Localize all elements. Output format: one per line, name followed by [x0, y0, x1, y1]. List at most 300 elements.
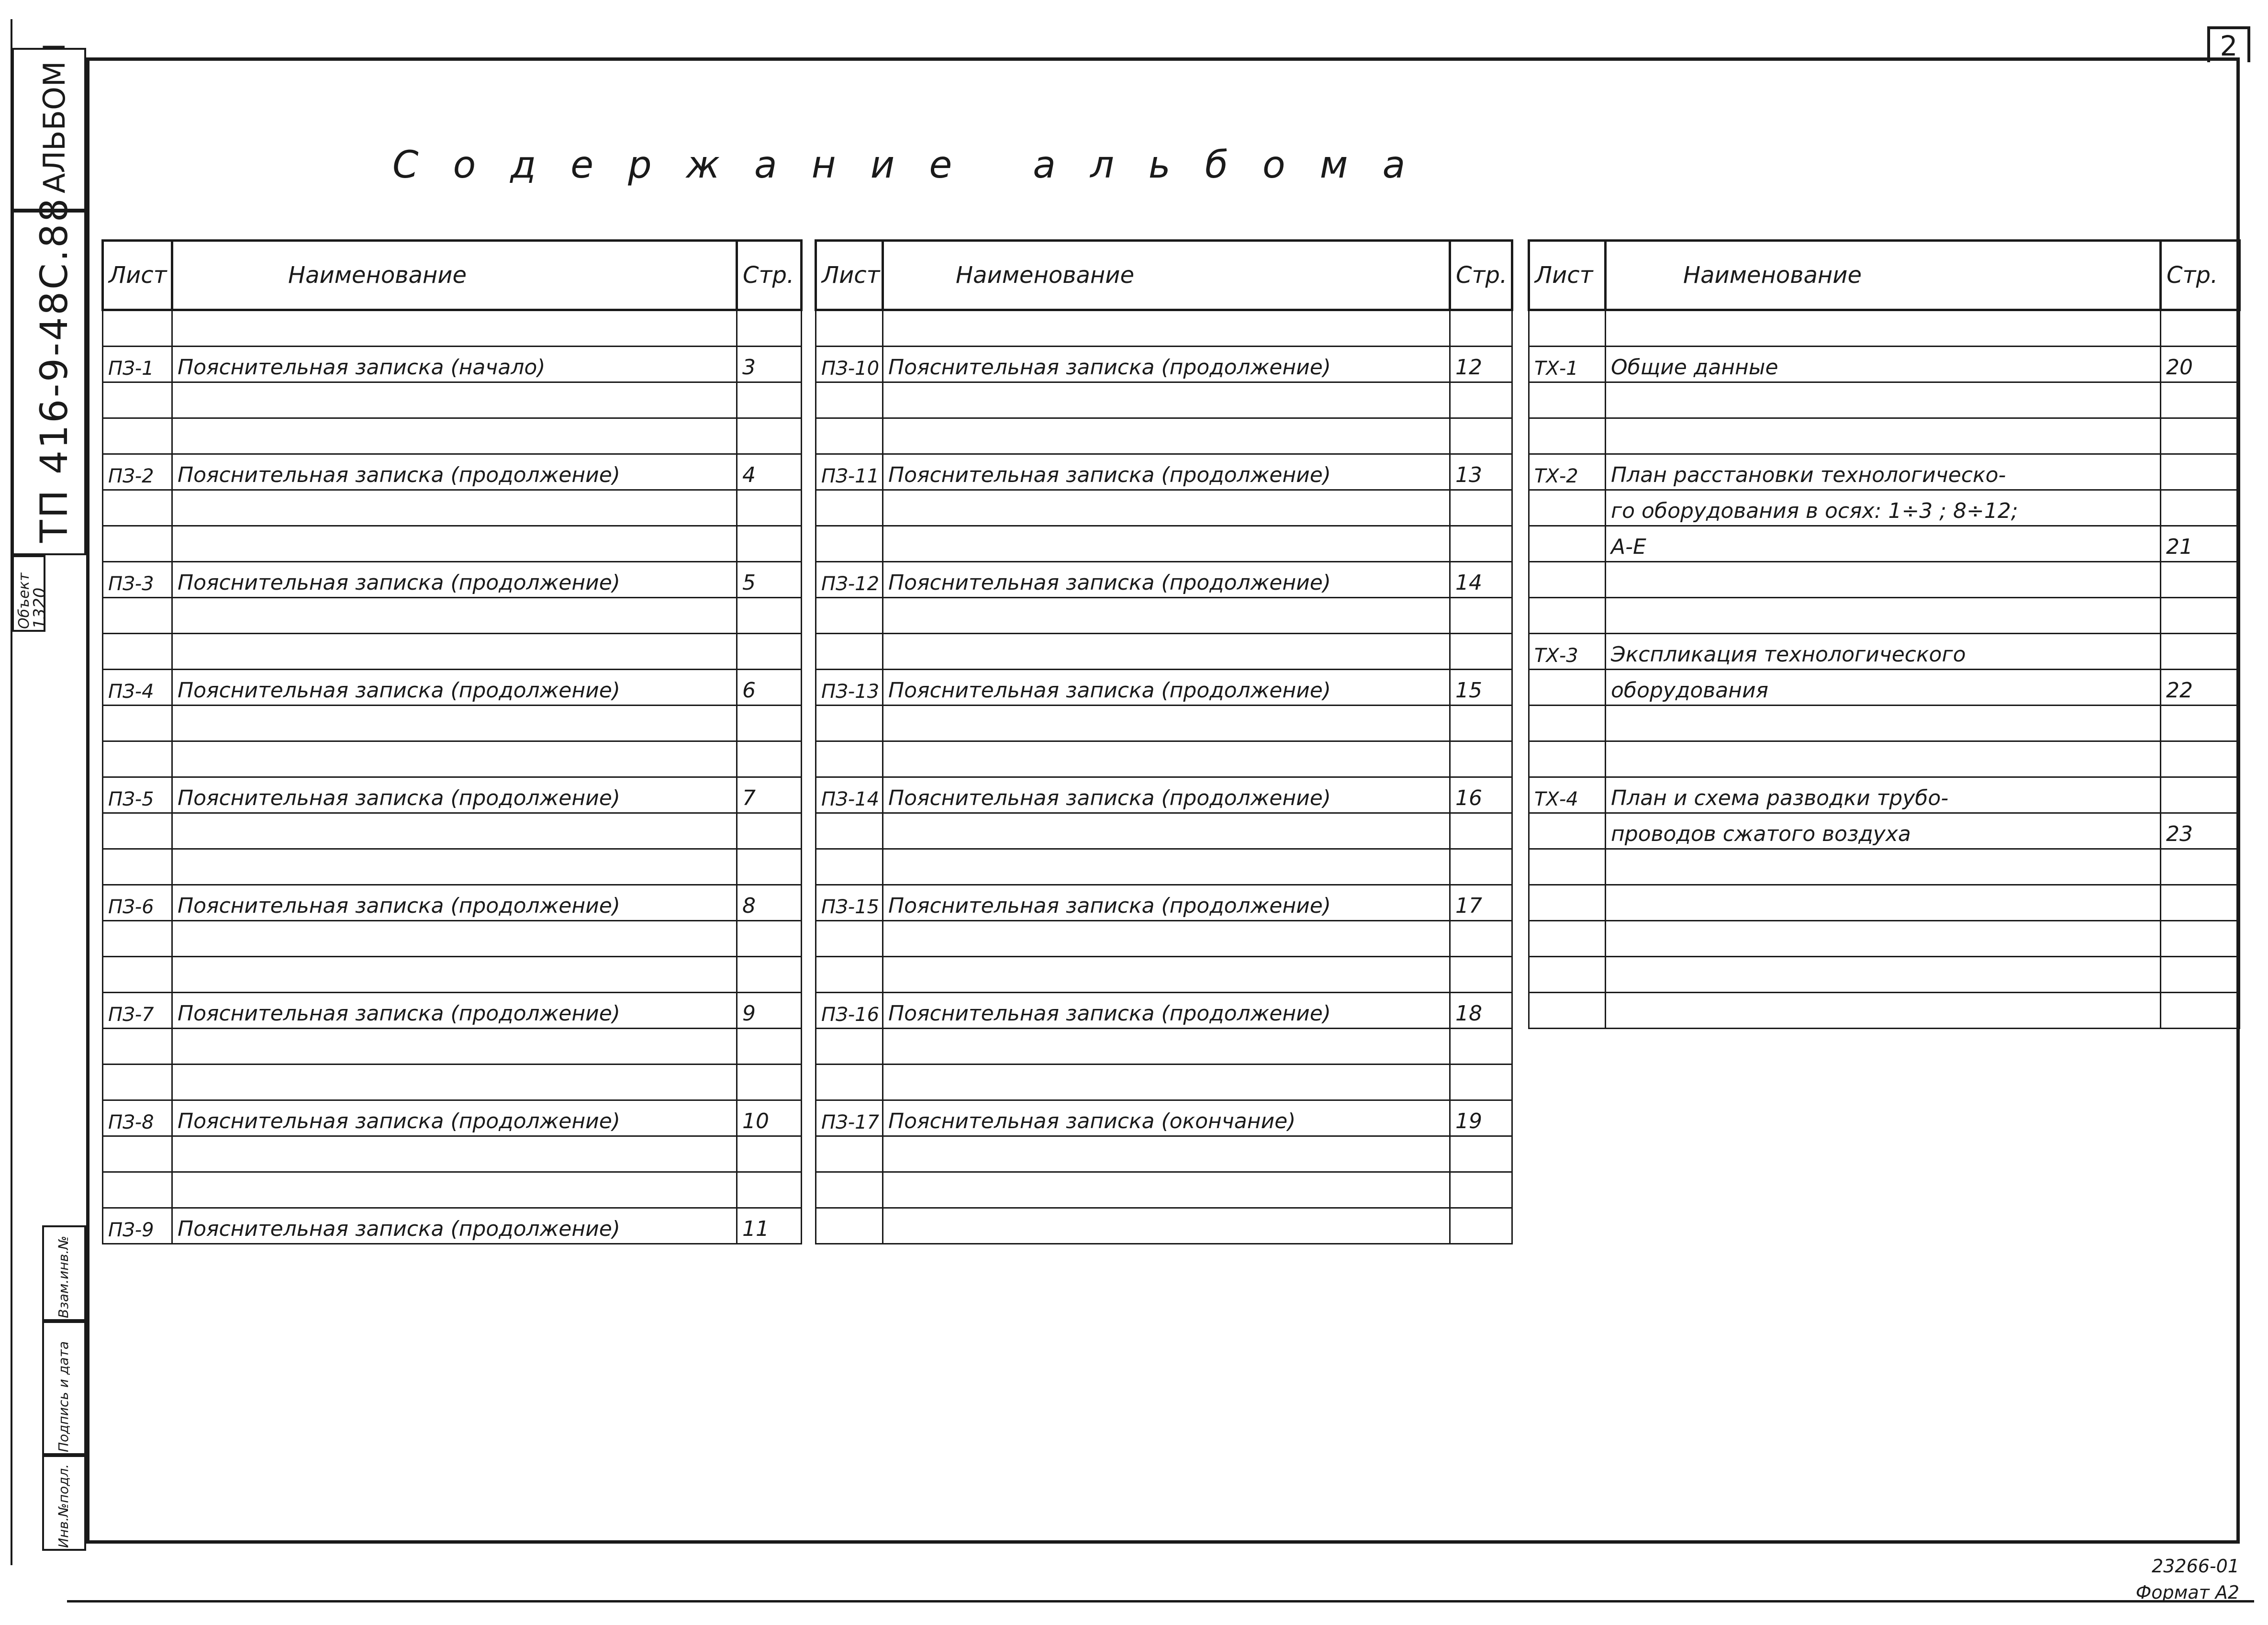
table-row: [103, 993, 802, 1029]
cell-sheet: [816, 1208, 883, 1244]
table-row: [816, 777, 1512, 813]
cell-page: [1450, 634, 1512, 670]
paper-format: Формат А2: [2135, 1582, 2239, 1603]
cell-page: 3: [737, 347, 802, 382]
table-row: [816, 1100, 1512, 1136]
cell-name: [172, 1172, 737, 1208]
cell-name: [172, 490, 737, 526]
cell-sheet: [816, 634, 883, 670]
cell-sheet: [816, 849, 883, 885]
cell-page: [2161, 382, 2240, 418]
cell-page: [737, 813, 802, 849]
header-page: Стр.: [2161, 241, 2240, 310]
cell-name: [1606, 741, 2161, 777]
cell-page: [737, 490, 802, 526]
cell-name: [883, 813, 1450, 849]
cell-page: 6: [737, 670, 802, 706]
cell-name: Пояснительная записка (продолжение): [883, 454, 1450, 490]
table-row: [816, 490, 1512, 526]
cell-sheet: [816, 706, 883, 741]
table-row: [1529, 849, 2240, 885]
cell-sheet: ПЗ-16: [816, 993, 883, 1029]
cell-name: [172, 849, 737, 885]
cell-name: [172, 921, 737, 957]
stamp-field-3: [42, 1225, 86, 1321]
cell-page: [1450, 1029, 1512, 1065]
cell-name: [172, 957, 737, 993]
cell-page: 10: [737, 1100, 802, 1136]
album-label: АЛЬБОМ I: [37, 43, 72, 193]
table-row: [103, 777, 802, 813]
object-box: [12, 555, 49, 632]
header-sheet: Лист: [816, 241, 883, 310]
cell-name: [172, 598, 737, 634]
cell-name: План расстановки технологическо-: [1606, 454, 2161, 490]
table-row: [103, 741, 802, 777]
cell-sheet: [1529, 382, 1606, 418]
table-header-row: [1529, 241, 2240, 310]
table-row: [816, 382, 1512, 418]
cell-page: [1450, 598, 1512, 634]
cell-page: 22: [2161, 670, 2240, 706]
cell-page: 17: [1450, 885, 1512, 921]
cell-sheet: [1529, 310, 1606, 347]
cell-sheet: [816, 1172, 883, 1208]
cell-sheet: [1529, 670, 1606, 706]
table-row: [103, 921, 802, 957]
cell-sheet: ПЗ-11: [816, 454, 883, 490]
table-row: [103, 670, 802, 706]
cell-page: [737, 526, 802, 562]
cell-page: [2161, 993, 2240, 1029]
cell-page: [1450, 418, 1512, 454]
cell-name: [172, 634, 737, 670]
stamp-field-2: [42, 1321, 86, 1455]
cell-name: [172, 1029, 737, 1065]
cell-name: Пояснительная записка (продолжение): [172, 562, 737, 598]
cell-name: [883, 490, 1450, 526]
table-row: [1529, 454, 2240, 490]
table-row: [816, 1172, 1512, 1208]
cell-page: [737, 310, 802, 347]
cell-page: [2161, 921, 2240, 957]
cell-page: [2161, 741, 2240, 777]
cell-page: [1450, 1065, 1512, 1100]
table-row: [816, 849, 1512, 885]
cell-page: 16: [1450, 777, 1512, 813]
cell-page: [2161, 849, 2240, 885]
table-row: [816, 562, 1512, 598]
cell-sheet: [1529, 741, 1606, 777]
cell-name: [1606, 562, 2161, 598]
cell-sheet: [1529, 598, 1606, 634]
cell-sheet: [103, 526, 172, 562]
table-row: [1529, 813, 2240, 849]
cell-sheet: ПЗ-17: [816, 1100, 883, 1136]
cell-name: [1606, 921, 2161, 957]
cell-name: оборудования: [1606, 670, 2161, 706]
cell-sheet: [1529, 526, 1606, 562]
cell-page: 13: [1450, 454, 1512, 490]
table-row: [1529, 418, 2240, 454]
cell-sheet: ПЗ-10: [816, 347, 883, 382]
cell-sheet: [103, 1172, 172, 1208]
cell-name: Пояснительная записка (окончание): [883, 1100, 1450, 1136]
cell-page: [737, 634, 802, 670]
cell-name: проводов сжатого воздуха: [1606, 813, 2161, 849]
header-page: Стр.: [737, 241, 802, 310]
table-row: [816, 921, 1512, 957]
cell-page: [1450, 526, 1512, 562]
sheet-number: 2: [2207, 26, 2250, 62]
table-row: [103, 598, 802, 634]
table-row: [1529, 777, 2240, 813]
cell-name: [883, 598, 1450, 634]
cell-page: [737, 1029, 802, 1065]
cell-name: [883, 921, 1450, 957]
cell-name: [883, 957, 1450, 993]
cell-name: Пояснительная записка (продолжение): [172, 454, 737, 490]
cell-name: Пояснительная записка (продолжение): [883, 885, 1450, 921]
cell-page: [2161, 418, 2240, 454]
cell-page: [2161, 310, 2240, 347]
cell-page: [737, 1065, 802, 1100]
table-row: [1529, 741, 2240, 777]
cell-sheet: ТХ-2: [1529, 454, 1606, 490]
cell-name: [1606, 598, 2161, 634]
cell-sheet: ПЗ-3: [103, 562, 172, 598]
document-code: 23266-01: [2152, 1556, 2239, 1577]
cell-sheet: ПЗ-2: [103, 454, 172, 490]
table-row: [103, 310, 802, 347]
table-row: [816, 706, 1512, 741]
cell-page: 14: [1450, 562, 1512, 598]
cell-name: [883, 849, 1450, 885]
table-row: [103, 1136, 802, 1172]
cell-page: [1450, 813, 1512, 849]
cell-page: [2161, 490, 2240, 526]
cell-name: [883, 526, 1450, 562]
stamp-field-label: Инв.№подл.: [56, 1464, 71, 1548]
cell-sheet: [1529, 957, 1606, 993]
cell-page: [1450, 1208, 1512, 1244]
cell-page: [737, 741, 802, 777]
table-row: [1529, 921, 2240, 957]
cell-sheet: [816, 598, 883, 634]
cell-sheet: [103, 813, 172, 849]
toc-table-3: [1528, 239, 2241, 1029]
table-row: [1529, 993, 2240, 1029]
cell-sheet: ТХ-4: [1529, 777, 1606, 813]
table-row: [103, 490, 802, 526]
cell-page: 23: [2161, 813, 2240, 849]
table-row: [1529, 598, 2240, 634]
table-row: [1529, 490, 2240, 526]
cell-sheet: [816, 1029, 883, 1065]
cell-sheet: ПЗ-9: [103, 1208, 172, 1244]
cell-name: [172, 310, 737, 347]
page-title: Содержание альбома: [392, 144, 1440, 187]
cell-name: Пояснительная записка (продолжение): [883, 347, 1450, 382]
cell-name: [883, 741, 1450, 777]
cell-sheet: [816, 813, 883, 849]
cell-page: [1450, 921, 1512, 957]
table-row: [1529, 526, 2240, 562]
cell-name: [1606, 957, 2161, 993]
cell-sheet: [816, 957, 883, 993]
object-number: 1320: [30, 587, 49, 629]
cell-sheet: [103, 310, 172, 347]
cell-page: [1450, 310, 1512, 347]
table-row: [103, 1208, 802, 1244]
cell-name: [1606, 382, 2161, 418]
cell-name: [172, 741, 737, 777]
cell-name: Пояснительная записка (начало): [172, 347, 737, 382]
cell-name: План и схема разводки трубо-: [1606, 777, 2161, 813]
cell-name: [883, 1065, 1450, 1100]
cell-sheet: [103, 849, 172, 885]
cell-sheet: [816, 382, 883, 418]
cell-sheet: ПЗ-5: [103, 777, 172, 813]
cell-page: 11: [737, 1208, 802, 1244]
cell-sheet: [103, 490, 172, 526]
object-label: Объект: [16, 572, 33, 629]
cell-name: А-Е: [1606, 526, 2161, 562]
cell-sheet: [816, 1065, 883, 1100]
cell-page: [737, 1172, 802, 1208]
cell-sheet: [103, 634, 172, 670]
table-row: [816, 957, 1512, 993]
cell-name: [1606, 849, 2161, 885]
cell-page: [1450, 1172, 1512, 1208]
cell-page: 12: [1450, 347, 1512, 382]
cell-sheet: ПЗ-12: [816, 562, 883, 598]
project-code-box: [12, 196, 86, 555]
stamp-field-1: [42, 1455, 86, 1551]
cell-name: [883, 1172, 1450, 1208]
header-name: Наименование: [172, 241, 737, 310]
cell-sheet: ТХ-1: [1529, 347, 1606, 382]
cell-page: [1450, 849, 1512, 885]
table-row: [103, 454, 802, 490]
table-row: [816, 310, 1512, 347]
table-row: [816, 1208, 1512, 1244]
table-row: [103, 849, 802, 885]
table-row: [103, 1029, 802, 1065]
table-row: [103, 418, 802, 454]
cell-page: [2161, 706, 2240, 741]
cell-name: [172, 526, 737, 562]
table-row: [103, 706, 802, 741]
table-row: [816, 526, 1512, 562]
cell-name: [883, 1208, 1450, 1244]
cell-sheet: [816, 741, 883, 777]
cell-sheet: [1529, 418, 1606, 454]
album-box: [12, 43, 86, 211]
cell-page: [2161, 885, 2240, 921]
cell-sheet: [1529, 562, 1606, 598]
table-row: [103, 1065, 802, 1100]
cell-sheet: ПЗ-4: [103, 670, 172, 706]
cell-name: [1606, 706, 2161, 741]
table-row: [1529, 310, 2240, 347]
stamp-field-label: Подпись и дата: [56, 1341, 71, 1452]
cell-page: [1450, 382, 1512, 418]
table-row: [816, 347, 1512, 382]
toc-table-2: [815, 239, 1513, 1244]
header-name: Наименование: [1606, 241, 2161, 310]
stamp-field-label: Взам.инв.№: [56, 1235, 71, 1318]
cell-page: [2161, 957, 2240, 993]
cell-sheet: [1529, 993, 1606, 1029]
cell-page: [737, 418, 802, 454]
cell-page: [1450, 490, 1512, 526]
cell-sheet: [103, 1136, 172, 1172]
table-row: [103, 885, 802, 921]
table-row: [103, 526, 802, 562]
cell-name: Пояснительная записка (продолжение): [172, 777, 737, 813]
cell-sheet: [1529, 885, 1606, 921]
cell-name: го оборудования в осях: 1÷3 ; 8÷12;: [1606, 490, 2161, 526]
table-row: [816, 1065, 1512, 1100]
cell-name: Пояснительная записка (продолжение): [883, 670, 1450, 706]
cell-sheet: [103, 741, 172, 777]
cell-page: [1450, 741, 1512, 777]
cell-page: [1450, 706, 1512, 741]
cell-page: 15: [1450, 670, 1512, 706]
cell-sheet: [816, 310, 883, 347]
table-row: [103, 813, 802, 849]
header-sheet: Лист: [103, 241, 172, 310]
table-row: [816, 670, 1512, 706]
table-row: [1529, 670, 2240, 706]
cell-name: Пояснительная записка (продолжение): [883, 993, 1450, 1029]
table-row: [816, 418, 1512, 454]
cell-name: [883, 1029, 1450, 1065]
table-row: [816, 1029, 1512, 1065]
cell-sheet: [103, 921, 172, 957]
cell-sheet: ПЗ-15: [816, 885, 883, 921]
cell-name: [172, 813, 737, 849]
cell-sheet: [103, 382, 172, 418]
cell-sheet: [103, 957, 172, 993]
cell-page: [2161, 562, 2240, 598]
cell-page: [1450, 957, 1512, 993]
table-row: [816, 1136, 1512, 1172]
cell-page: 4: [737, 454, 802, 490]
cell-name: [883, 706, 1450, 741]
cell-name: [883, 310, 1450, 347]
table-row: [1529, 957, 2240, 993]
cell-name: Пояснительная записка (продолжение): [883, 562, 1450, 598]
table-row: [816, 454, 1512, 490]
table-row: [816, 634, 1512, 670]
table-row: [103, 347, 802, 382]
table-header-row: [103, 241, 802, 310]
cell-name: [1606, 993, 2161, 1029]
cell-name: [172, 418, 737, 454]
cell-sheet: [1529, 706, 1606, 741]
cell-name: [883, 382, 1450, 418]
table-row: [1529, 885, 2240, 921]
cell-sheet: [103, 706, 172, 741]
cell-page: [737, 706, 802, 741]
cell-page: [2161, 454, 2240, 490]
table-row: [103, 634, 802, 670]
cell-page: 20: [2161, 347, 2240, 382]
table-row: [103, 1100, 802, 1136]
cell-page: 21: [2161, 526, 2240, 562]
cell-sheet: [816, 526, 883, 562]
cell-name: Общие данные: [1606, 347, 2161, 382]
cell-name: Пояснительная записка (продолжение): [883, 777, 1450, 813]
cell-name: [1606, 310, 2161, 347]
header-name: Наименование: [883, 241, 1450, 310]
header-sheet: Лист: [1529, 241, 1606, 310]
cell-page: 9: [737, 993, 802, 1029]
cell-sheet: [1529, 813, 1606, 849]
cell-name: Экспликация технологического: [1606, 634, 2161, 670]
cell-sheet: [1529, 490, 1606, 526]
cell-sheet: ПЗ-7: [103, 993, 172, 1029]
cell-page: [737, 1136, 802, 1172]
cell-name: Пояснительная записка (продолжение): [172, 670, 737, 706]
cell-name: Пояснительная записка (продолжение): [172, 993, 737, 1029]
cell-page: 8: [737, 885, 802, 921]
cell-name: [883, 418, 1450, 454]
cell-sheet: ПЗ-13: [816, 670, 883, 706]
table-row: [816, 885, 1512, 921]
cell-sheet: [816, 921, 883, 957]
table-row: [1529, 382, 2240, 418]
cell-sheet: [816, 1136, 883, 1172]
cell-page: [737, 849, 802, 885]
table-row: [1529, 706, 2240, 741]
cell-name: [172, 706, 737, 741]
cell-page: [737, 598, 802, 634]
cell-page: 7: [737, 777, 802, 813]
bottom-line: [67, 1600, 2254, 1603]
cell-sheet: [103, 418, 172, 454]
cell-name: [883, 1136, 1450, 1172]
cell-page: [737, 921, 802, 957]
table-row: [1529, 634, 2240, 670]
cell-page: [2161, 777, 2240, 813]
cell-page: [737, 382, 802, 418]
cell-name: [883, 634, 1450, 670]
cell-sheet: [1529, 849, 1606, 885]
cell-sheet: ПЗ-14: [816, 777, 883, 813]
cell-sheet: [816, 418, 883, 454]
header-page: Стр.: [1450, 241, 1512, 310]
table-row: [816, 993, 1512, 1029]
cell-name: Пояснительная записка (продолжение): [172, 885, 737, 921]
table-row: [103, 382, 802, 418]
toc-table-1: [101, 239, 803, 1244]
cell-sheet: [103, 1065, 172, 1100]
table-row: [103, 957, 802, 993]
table-row: [816, 741, 1512, 777]
cell-page: [2161, 598, 2240, 634]
cell-page: 5: [737, 562, 802, 598]
table-row: [103, 1172, 802, 1208]
cell-page: [1450, 1136, 1512, 1172]
cell-name: [172, 1065, 737, 1100]
table-header-row: [816, 241, 1512, 310]
table-row: [816, 598, 1512, 634]
cell-page: 18: [1450, 993, 1512, 1029]
table-row: [1529, 562, 2240, 598]
